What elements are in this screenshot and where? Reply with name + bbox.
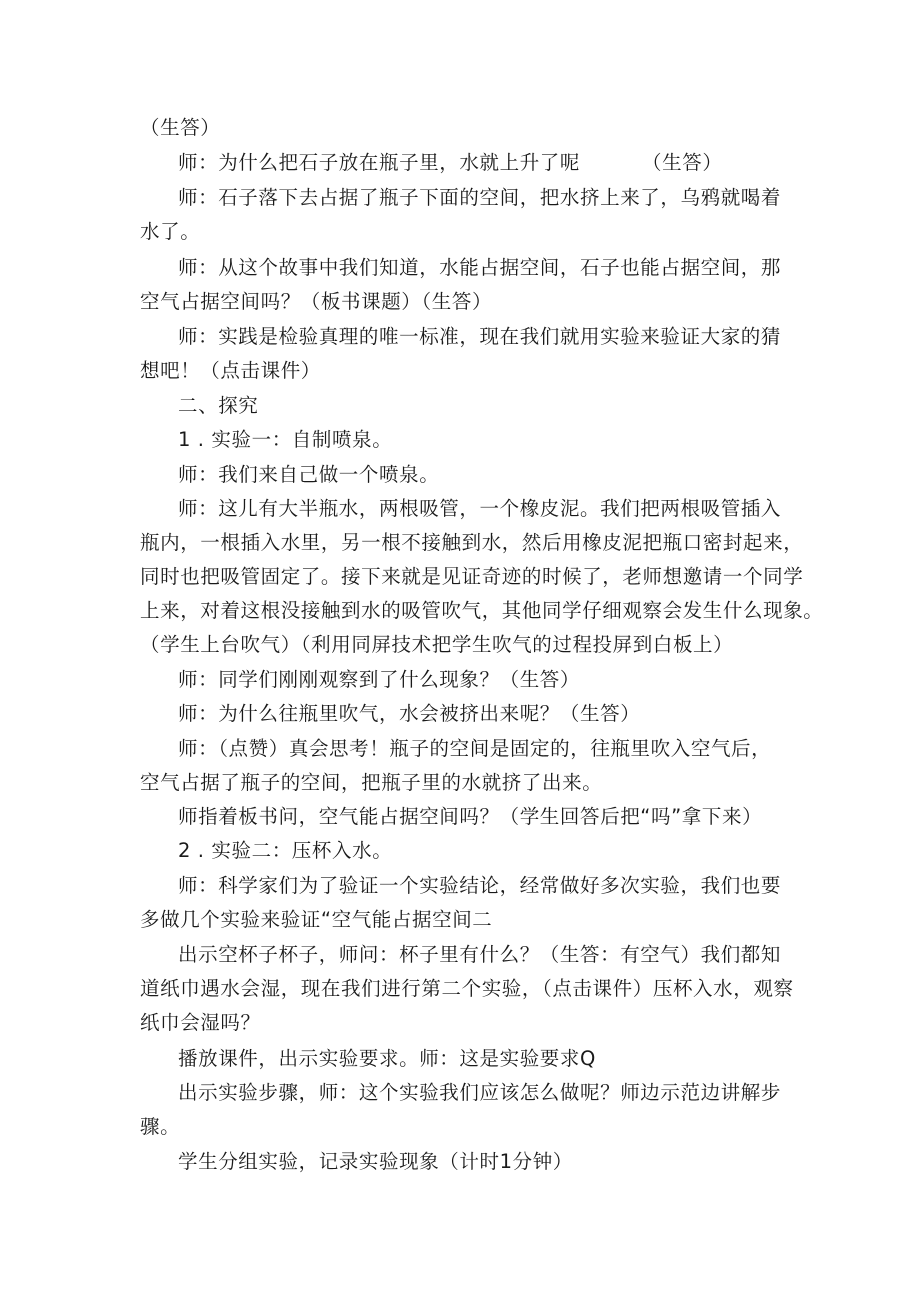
subsection-heading: 1 . 实验一：自制喷泉。 xyxy=(178,428,393,451)
paragraph-line: 学生分组实验，记录实验现象（计时1分钟） xyxy=(178,1150,573,1173)
paragraph-line: 师：这儿有大半瓶水，两根吸管，一个橡皮泥。我们把两根吸管插入 xyxy=(178,497,782,520)
paragraph-line: 师：实践是检验真理的唯一标准，现在我们就用实验来验证大家的猜 xyxy=(178,325,782,348)
paragraph-line xyxy=(178,151,722,175)
paragraph-text: （生答） xyxy=(642,151,723,174)
paragraph-line: 师：我们来自己做一个喷泉。 xyxy=(178,463,440,486)
paragraph-line: 多做几个实验来验证“空气能占据空间二 xyxy=(140,908,493,931)
paragraph-line: 师：为什么往瓶里吹气，水会被挤出来呢？（生答） xyxy=(178,702,641,725)
paragraph-text: 师：为什么把石子放在瓶子里，水就上升了呢 xyxy=(178,151,581,174)
paragraph-line: 道纸巾遇水会湿，现在我们进行第二个实验，（点击课件）压杯入水，观察 xyxy=(140,977,794,1000)
paragraph-line: （学生上台吹气）（利用同屏技术把学生吹气的过程投屏到白板上） xyxy=(140,633,734,656)
paragraph-line: 上来，对着这根没接触到水的吸管吹气，其他同学仔细观察会发生什么现象。 xyxy=(140,599,824,622)
paragraph-line: 师：（点赞）真会思考！瓶子的空间是固定的，往瓶里吹入空气后， xyxy=(178,737,772,760)
paragraph-line: 骤。 xyxy=(140,1115,181,1138)
paragraph-line: 同时也把吸管固定了。接下来就是见证奇迹的时候了，老师想邀请一个同学 xyxy=(140,565,804,588)
paragraph-line: 空气占据了瓶子的空间，把瓶子里的水就挤了出来。 xyxy=(140,771,603,794)
paragraph-line: 想吧！（点击课件） xyxy=(140,359,321,382)
paragraph-line: 瓶内，一根插入水里，另一根不接触到水，然后用橡皮泥把瓶口密封起来， xyxy=(140,531,804,554)
paragraph-line: 出示空杯子杯子，师问：杯子里有什么？（生答：有空气）我们都知 xyxy=(178,943,782,966)
paragraph-line: 空气占据空间吗？（板书课题）（生答） xyxy=(140,290,493,313)
paragraph-line: 师：石子落下去占据了瓶子下面的空间，把水挤上来了，乌鸦就喝着 xyxy=(178,186,782,209)
section-heading: 二、探究 xyxy=(178,394,259,417)
paragraph-line: 纸巾会湿吗？ xyxy=(140,1011,261,1034)
paragraph-line: 师：从这个故事中我们知道，水能占据空间，石子也能占据空间，那 xyxy=(178,256,782,279)
paragraph-line: （生答） xyxy=(140,116,221,139)
paragraph-line: 师：同学们刚刚观察到了什么现象？（生答） xyxy=(178,668,581,691)
paragraph-line: 水了。 xyxy=(140,220,201,243)
paragraph-line: 师：科学家们为了验证一个实验结论，经常做好多次实验，我们也要 xyxy=(178,874,782,897)
subsection-heading: 2 . 实验二：压杯入水。 xyxy=(178,839,393,862)
paragraph-line: 出示实验步骤，师：这个实验我们应该怎么做呢？师边示范边讲解步 xyxy=(178,1081,782,1104)
paragraph-line: 师指着板书问，空气能占据空间吗？（学生回答后把“吗”拿下来） xyxy=(178,805,763,828)
paragraph-line: 播放课件，出示实验要求。师：这是实验要求Q xyxy=(178,1047,596,1070)
